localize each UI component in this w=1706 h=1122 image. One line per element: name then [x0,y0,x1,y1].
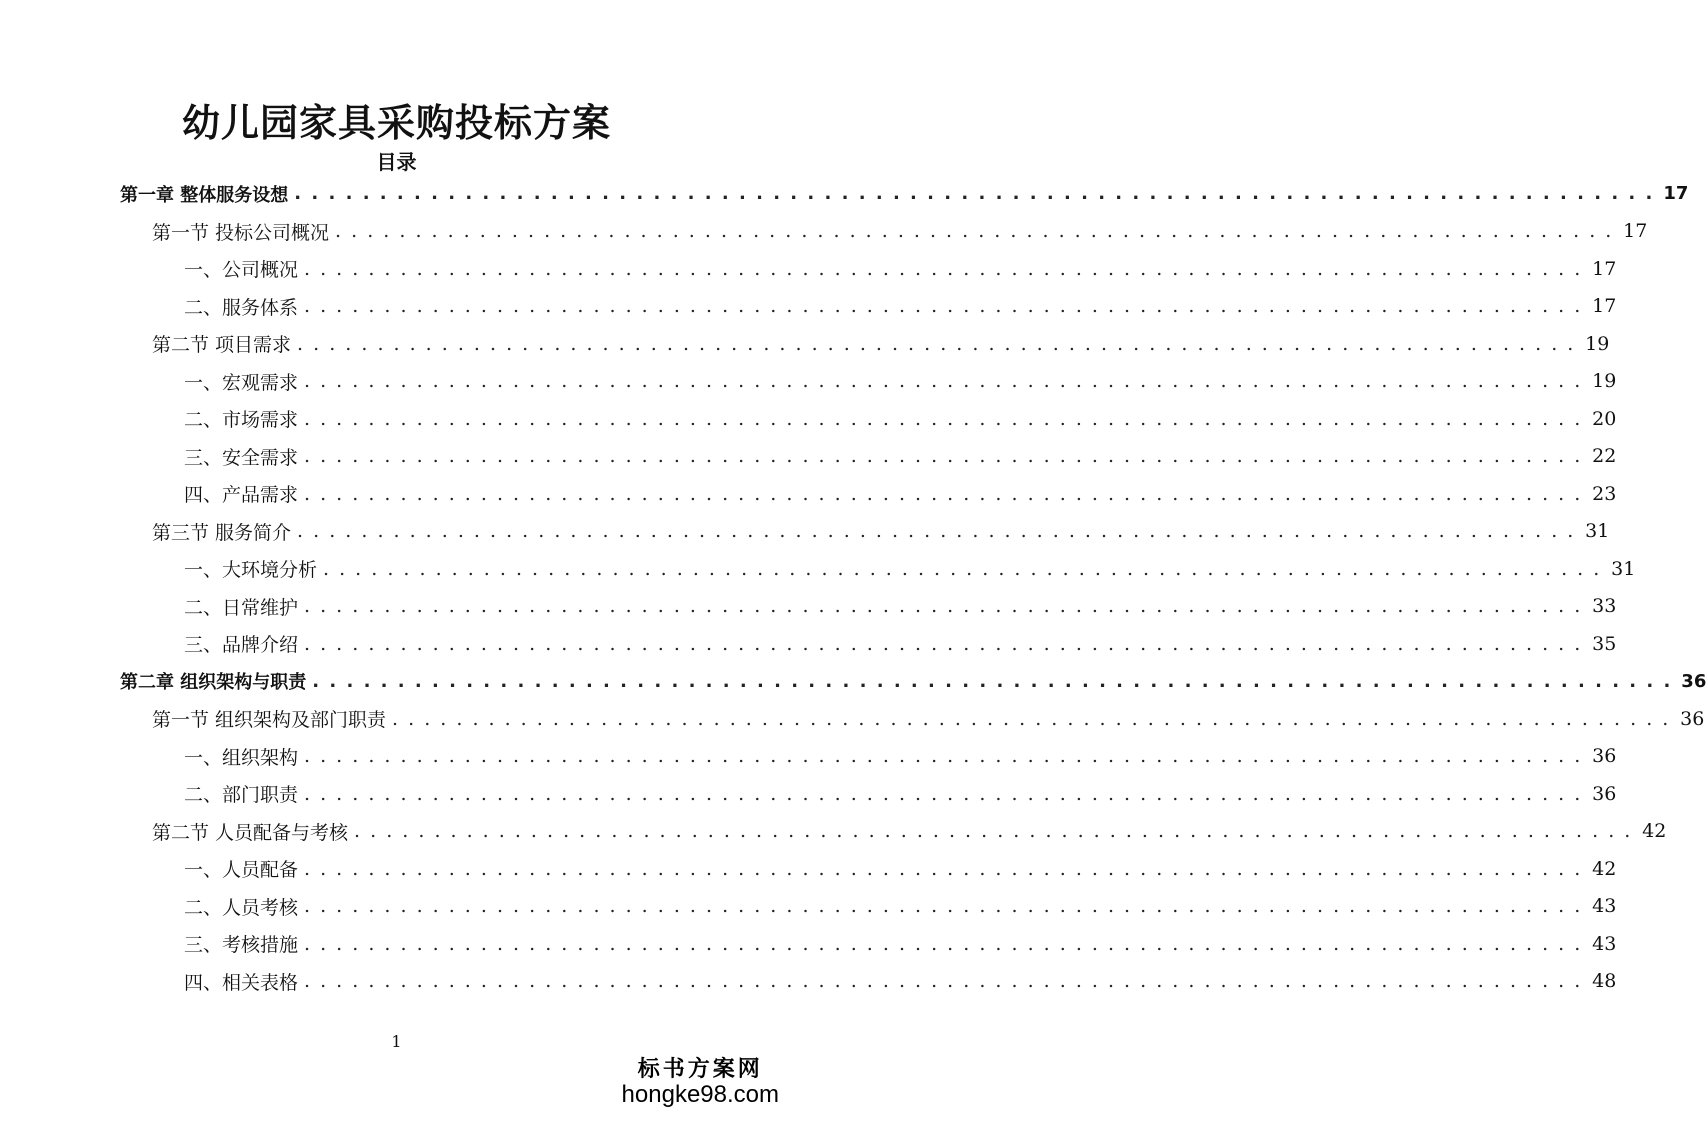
toc-section-entry[interactable] [0,700,1705,738]
toc-entry-label: 第一节 组织架构及部门职责 [152,705,392,732]
toc-dot-leader: . . . . . . . . . . . . . . . . . . . . . . . . . . . . . . . . . . . . . . . . . . . . . . . . . . . . . . . . . . . . . . . . . . . . . . . . . . . . . . . . [323,557,1602,580]
toc-subsection-entry[interactable] [0,250,1617,288]
toc-entry-label: 二、市场需求 [184,405,304,432]
toc-dot-leader: . . . . . . . . . . . . . . . . . . . . . . . . . . . . . . . . . . . . . . . . . . . . . . . . . . . . . . . . . . . . . . . . . . . . . . . . . . . . . . . . [354,820,1633,843]
toc-entry-page: 19 [1592,370,1617,393]
toc-entry-label: 第二节 人员配备与考核 [152,818,354,845]
toc-subsection-entry[interactable] [0,963,1617,1001]
toc-entry-page: 22 [1592,445,1617,468]
toc-entry-page: 17 [1592,257,1617,280]
toc-dot-leader: . . . . . . . . . . . . . . . . . . . . . . . . . . . . . . . . . . . . . . . . . . . . . . . . . . . . . . . . . . . . . . . . . . . . . . . . . . . . . . . . [297,520,1576,543]
toc-entry-page: 36 [1592,745,1617,768]
toc-entry-label: 一、公司概况 [184,255,304,282]
toc-dot-leader: . . . . . . . . . . . . . . . . . . . . . . . . . . . . . . . . . . . . . . . . . . . . . . . . . . . . . . . . . . . . . . . . . . . . . . . . . . . . . . . . [304,932,1583,955]
toc-entry-page: 48 [1592,970,1617,993]
toc-dot-leader: . . . . . . . . . . . . . . . . . . . . . . . . . . . . . . . . . . . . . . . . . . . . . . . . . . . . . . . . . . . . . . . . . . . . . . . . . . . . . . . . [304,632,1583,655]
toc-dot-leader: . . . . . . . . . . . . . . . . . . . . . . . . . . . . . . . . . . . . . . . . . . . . . . . . . . . . . . . . . . . . . . . . . . . . . . . . . . . . . . . . [304,857,1583,880]
toc-dot-leader: . . . . . . . . . . . . . . . . . . . . . . . . . . . . . . . . . . . . . . . . . . . . . . . . . . . . . . . . . . . . . . . . . . . . . . . . . . . . . . . . [294,183,1655,205]
toc-dot-leader: . . . . . . . . . . . . . . . . . . . . . . . . . . . . . . . . . . . . . . . . . . . . . . . . . . . . . . . . . . . . . . . . . . . . . . . . . . . . . . . . [335,220,1614,243]
toc-subsection-entry[interactable] [0,775,1617,813]
toc-dot-leader: . . . . . . . . . . . . . . . . . . . . . . . . . . . . . . . . . . . . . . . . . . . . . . . . . . . . . . . . . . . . . . . . . . . . . . . . . . . . . . . . [304,257,1583,280]
toc-dot-leader: . . . . . . . . . . . . . . . . . . . . . . . . . . . . . . . . . . . . . . . . . . . . . . . . . . . . . . . . . . . . . . . . . . . . . . . . . . . . . . . . [312,670,1673,692]
toc-subsection-entry[interactable] [0,550,1636,588]
toc-entry-label: 一、宏观需求 [184,368,304,395]
toc-subsection-entry[interactable] [0,850,1617,888]
toc-dot-leader: . . . . . . . . . . . . . . . . . . . . . . . . . . . . . . . . . . . . . . . . . . . . . . . . . . . . . . . . . . . . . . . . . . . . . . . . . . . . . . . . [392,707,1671,730]
toc-entry-page: 36 [1681,670,1706,692]
toc-chapter-entry[interactable] [0,175,1689,213]
toc-entry-label: 一、人员配备 [184,855,304,882]
toc-dot-leader: . . . . . . . . . . . . . . . . . . . . . . . . . . . . . . . . . . . . . . . . . . . . . . . . . . . . . . . . . . . . . . . . . . . . . . . . . . . . . . . . [304,407,1583,430]
toc-entry-label: 一、大环境分析 [184,555,323,582]
toc-dot-leader: . . . . . . . . . . . . . . . . . . . . . . . . . . . . . . . . . . . . . . . . . . . . . . . . . . . . . . . . . . . . . . . . . . . . . . . . . . . . . . . . [304,295,1583,318]
toc-heading: 目录 [376,150,417,174]
toc-entry-label: 二、服务体系 [184,293,304,320]
watermark-logo [622,1056,779,1108]
toc-entry-page: 33 [1592,595,1617,618]
toc-entry-page: 42 [1592,857,1617,880]
toc-dot-leader: . . . . . . . . . . . . . . . . . . . . . . . . . . . . . . . . . . . . . . . . . . . . . . . . . . . . . . . . . . . . . . . . . . . . . . . . . . . . . . . . [304,970,1583,993]
toc-entry-page: 43 [1592,895,1617,918]
toc-entry-label: 三、安全需求 [184,443,304,470]
toc-entry-label: 第三节 服务简介 [152,518,297,545]
toc-entry-label: 第二节 项目需求 [152,330,297,357]
toc-subsection-entry[interactable] [0,288,1617,326]
toc-subsection-entry[interactable] [0,925,1617,963]
toc-dot-leader: . . . . . . . . . . . . . . . . . . . . . . . . . . . . . . . . . . . . . . . . . . . . . . . . . . . . . . . . . . . . . . . . . . . . . . . . . . . . . . . . [304,895,1583,918]
toc-dot-leader: . . . . . . . . . . . . . . . . . . . . . . . . . . . . . . . . . . . . . . . . . . . . . . . . . . . . . . . . . . . . . . . . . . . . . . . . . . . . . . . . [304,445,1583,468]
toc-subsection-entry[interactable] [0,438,1617,476]
toc-dot-leader: . . . . . . . . . . . . . . . . . . . . . . . . . . . . . . . . . . . . . . . . . . . . . . . . . . . . . . . . . . . . . . . . . . . . . . . . . . . . . . . . [304,782,1583,805]
toc-entry-page: 36 [1680,707,1705,730]
toc-dot-leader: . . . . . . . . . . . . . . . . . . . . . . . . . . . . . . . . . . . . . . . . . . . . . . . . . . . . . . . . . . . . . . . . . . . . . . . . . . . . . . . . [304,595,1583,618]
table-of-contents [0,175,1706,1000]
toc-subsection-entry[interactable] [0,400,1617,438]
toc-dot-leader: . . . . . . . . . . . . . . . . . . . . . . . . . . . . . . . . . . . . . . . . . . . . . . . . . . . . . . . . . . . . . . . . . . . . . . . . . . . . . . . . [304,482,1583,505]
toc-entry-label: 二、部门职责 [184,780,304,807]
toc-chapter-entry[interactable] [0,663,1706,701]
toc-subsection-entry[interactable] [0,475,1617,513]
toc-entry-label: 二、日常维护 [184,593,304,620]
toc-entry-label: 四、相关表格 [184,968,304,995]
toc-entry-page: 31 [1585,520,1610,543]
toc-entry-label: 一、组织架构 [184,743,304,770]
toc-subsection-entry[interactable] [0,888,1617,926]
toc-entry-label: 第一章 整体服务设想 [120,181,294,207]
toc-entry-label: 三、考核措施 [184,930,304,957]
watermark-url: hongke98.com [621,1081,779,1108]
toc-entry-page: 20 [1592,407,1617,430]
toc-dot-leader: . . . . . . . . . . . . . . . . . . . . . . . . . . . . . . . . . . . . . . . . . . . . . . . . . . . . . . . . . . . . . . . . . . . . . . . . . . . . . . . . [304,370,1583,393]
toc-entry-page: 43 [1592,932,1617,955]
toc-entry-label: 四、产品需求 [184,480,304,507]
toc-entry-label: 二、人员考核 [184,893,304,920]
toc-section-entry[interactable] [0,513,1610,551]
toc-entry-page: 35 [1592,632,1617,655]
document-title: 幼儿园家具采购投标方案 [181,100,611,145]
toc-section-entry[interactable] [0,325,1610,363]
toc-entry-page: 17 [1623,220,1648,243]
toc-entry-label: 第二章 组织架构与职责 [120,668,312,694]
toc-entry-page: 17 [1592,295,1617,318]
toc-entry-page: 19 [1585,332,1610,355]
toc-entry-label: 三、品牌介绍 [184,630,304,657]
toc-entry-label: 第一节 投标公司概况 [152,218,335,245]
toc-entry-page: 42 [1642,820,1667,843]
watermark-name: 标书方案网 [637,1056,763,1082]
toc-subsection-entry[interactable] [0,363,1617,401]
toc-section-entry[interactable] [0,813,1667,851]
toc-subsection-entry[interactable] [0,588,1617,626]
toc-subsection-entry[interactable] [0,738,1617,776]
toc-entry-page: 23 [1592,482,1617,505]
page-number: 1 [391,1032,402,1051]
toc-section-entry[interactable] [0,213,1648,251]
toc-entry-page: 17 [1663,183,1689,205]
toc-entry-page: 36 [1592,782,1617,805]
toc-dot-leader: . . . . . . . . . . . . . . . . . . . . . . . . . . . . . . . . . . . . . . . . . . . . . . . . . . . . . . . . . . . . . . . . . . . . . . . . . . . . . . . . [304,745,1583,768]
toc-entry-page: 31 [1611,557,1636,580]
toc-subsection-entry[interactable] [0,625,1617,663]
toc-dot-leader: . . . . . . . . . . . . . . . . . . . . . . . . . . . . . . . . . . . . . . . . . . . . . . . . . . . . . . . . . . . . . . . . . . . . . . . . . . . . . . . . [297,332,1576,355]
